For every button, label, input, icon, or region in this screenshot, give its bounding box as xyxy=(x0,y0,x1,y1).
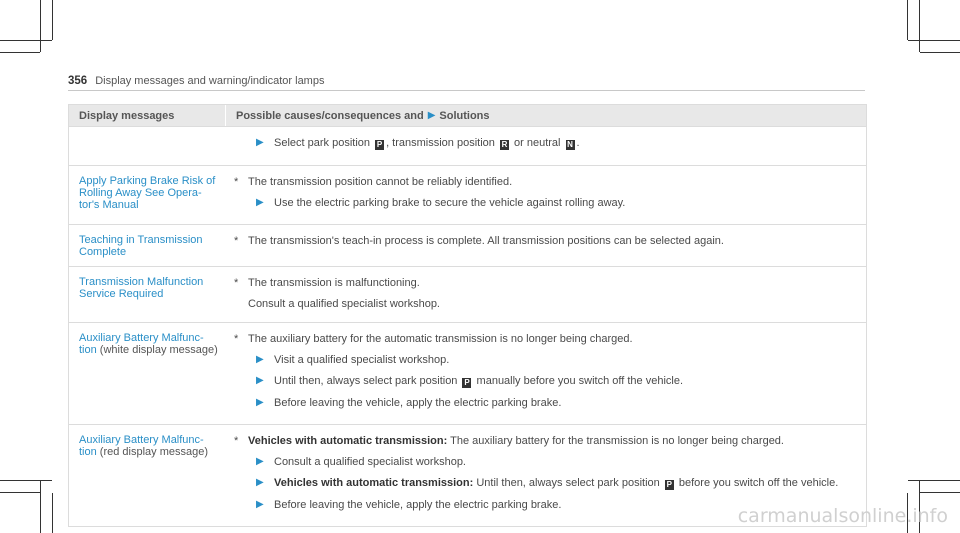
text-run: Select park position xyxy=(274,137,374,149)
crop-mark xyxy=(920,52,960,53)
equipment-label: Vehicles with automatic transmission: xyxy=(274,477,474,489)
crop-mark xyxy=(908,480,960,481)
item-text xyxy=(274,354,449,366)
table-row xyxy=(69,266,866,322)
table-row xyxy=(69,322,866,424)
item-text xyxy=(248,277,420,289)
cause-item xyxy=(234,333,856,345)
column-header-solutions-label: Solutions xyxy=(439,109,490,122)
table-body xyxy=(69,126,866,526)
message-cell xyxy=(69,267,226,322)
table-header xyxy=(69,105,866,126)
info-text xyxy=(248,298,856,310)
crop-mark xyxy=(919,0,920,52)
bullet-symbol: * xyxy=(234,435,239,447)
message-cell xyxy=(69,166,226,224)
gear-position-p-icon: P xyxy=(666,480,672,489)
display-message: Teaching in Transmission Complete xyxy=(79,234,203,258)
page-header-title: Display messages and warning/indicator lamps xyxy=(95,75,325,87)
message-cell xyxy=(69,127,226,165)
cause-item xyxy=(234,235,856,247)
crop-mark xyxy=(920,492,960,493)
text-run: The auxiliary battery for the transmission is no longer being charged. xyxy=(447,435,784,447)
causes-cell xyxy=(226,225,866,266)
text-run: Before leaving the vehicle, apply the electric parking brake. xyxy=(274,499,562,511)
gear-position-r-icon: R xyxy=(501,140,508,149)
text-run: Until then, always select park position xyxy=(473,477,663,489)
crop-mark xyxy=(907,0,908,40)
display-messages-table xyxy=(68,104,867,527)
text-run: Before leaving the vehicle, apply the electric parking brake. xyxy=(274,397,562,409)
solution-step xyxy=(256,197,856,209)
column-header-causes-label: Possible causes/consequences and xyxy=(236,109,424,122)
crop-mark xyxy=(0,480,52,481)
item-text xyxy=(248,235,724,247)
causes-cell xyxy=(226,267,866,322)
crop-mark xyxy=(0,492,40,493)
item-text xyxy=(274,499,561,511)
page-header xyxy=(68,75,324,87)
item-text xyxy=(274,137,580,150)
causes-cell xyxy=(226,166,866,224)
cause-item xyxy=(234,277,856,289)
solution-step xyxy=(256,477,856,490)
table-row xyxy=(69,165,866,224)
cause-item xyxy=(234,435,856,447)
play-arrow-icon: ▶ xyxy=(256,354,264,365)
item-text xyxy=(274,477,838,490)
causes-cell xyxy=(226,127,866,165)
solution-step xyxy=(256,137,856,150)
item-text xyxy=(274,197,625,209)
message-cell xyxy=(69,225,226,266)
crop-mark xyxy=(0,40,52,41)
crop-mark xyxy=(908,40,960,41)
item-text xyxy=(248,176,512,188)
item-text xyxy=(248,298,440,310)
play-arrow-icon: ▶ xyxy=(256,499,264,510)
item-text xyxy=(274,456,466,468)
gear-position-n-icon: N xyxy=(567,140,573,149)
play-arrow-icon: ▶ xyxy=(256,197,264,208)
message-note: (white display message) xyxy=(96,344,218,356)
text-run: Consult a qualified specialist workshop. xyxy=(248,298,440,310)
text-run: The transmission is malfunctioning. xyxy=(248,277,420,289)
crop-mark xyxy=(52,493,53,533)
message-note: (red display message) xyxy=(96,446,209,458)
crop-mark xyxy=(40,0,41,52)
text-run: The transmission's teach-in process is complete. All transmission positions can be selected again. xyxy=(248,235,724,247)
play-arrow-icon: ▶ xyxy=(256,375,264,386)
text-run: before you switch off the vehicle. xyxy=(675,477,839,489)
page-number: 356 xyxy=(68,75,88,87)
display-message: Auxiliary Battery Malfunc-tion xyxy=(79,332,204,356)
text-run: or neutral xyxy=(510,137,564,149)
column-header-causes xyxy=(226,110,490,122)
crop-mark xyxy=(52,0,53,40)
solution-step xyxy=(256,354,856,366)
column-header-messages: Display messages xyxy=(69,105,226,126)
text-run: . xyxy=(576,137,580,149)
text-run: Consult a qualified specialist workshop. xyxy=(274,456,466,468)
table-row xyxy=(69,224,866,266)
cause-item xyxy=(234,176,856,188)
play-arrow-icon: ▶ xyxy=(256,456,264,467)
display-message: Transmission Malfunction Service Required xyxy=(79,276,204,300)
bullet-symbol: * xyxy=(234,176,239,188)
watermark: carmanualsonline.info xyxy=(737,505,948,527)
text-run: , transmission position xyxy=(386,137,498,149)
text-run: Visit a qualified specialist workshop. xyxy=(274,354,450,366)
bullet-symbol: * xyxy=(234,277,239,289)
play-arrow-icon: ▶ xyxy=(427,110,436,121)
text-run: Use the electric parking brake to secure the vehicle against rolling away. xyxy=(274,197,626,209)
gear-position-p-icon: P xyxy=(376,140,383,149)
gear-position-p-icon: P xyxy=(464,378,470,387)
solution-step xyxy=(256,456,856,468)
play-arrow-icon: ▶ xyxy=(256,477,264,488)
display-message: Auxiliary Battery Malfunc-tion xyxy=(79,434,204,458)
item-text xyxy=(248,333,633,345)
text-run: Until then, always select park position xyxy=(274,375,461,387)
causes-cell xyxy=(226,323,866,424)
bullet-symbol: * xyxy=(234,333,239,345)
table-row xyxy=(69,126,866,165)
item-text xyxy=(248,435,784,447)
solution-step xyxy=(256,375,856,388)
display-message: Apply Parking Brake Risk of Rolling Away See Opera-tor's Manual xyxy=(79,175,216,211)
text-run: The transmission position cannot be reliably identified. xyxy=(248,176,513,188)
message-cell xyxy=(69,323,226,424)
play-arrow-icon: ▶ xyxy=(256,137,264,148)
solution-step xyxy=(256,397,856,409)
play-arrow-icon: ▶ xyxy=(256,397,264,408)
bullet-symbol: * xyxy=(234,235,239,247)
text-run: The auxiliary battery for the automatic transmission is no longer being charged. xyxy=(248,333,633,345)
crop-mark xyxy=(0,52,40,53)
item-text xyxy=(274,375,683,388)
header-rule xyxy=(68,90,865,91)
text-run: manually before you switch off the vehicle. xyxy=(473,375,684,387)
message-cell xyxy=(69,425,226,526)
equipment-label: Vehicles with automatic transmission: xyxy=(248,435,448,447)
item-text xyxy=(274,397,561,409)
crop-mark xyxy=(40,481,41,533)
